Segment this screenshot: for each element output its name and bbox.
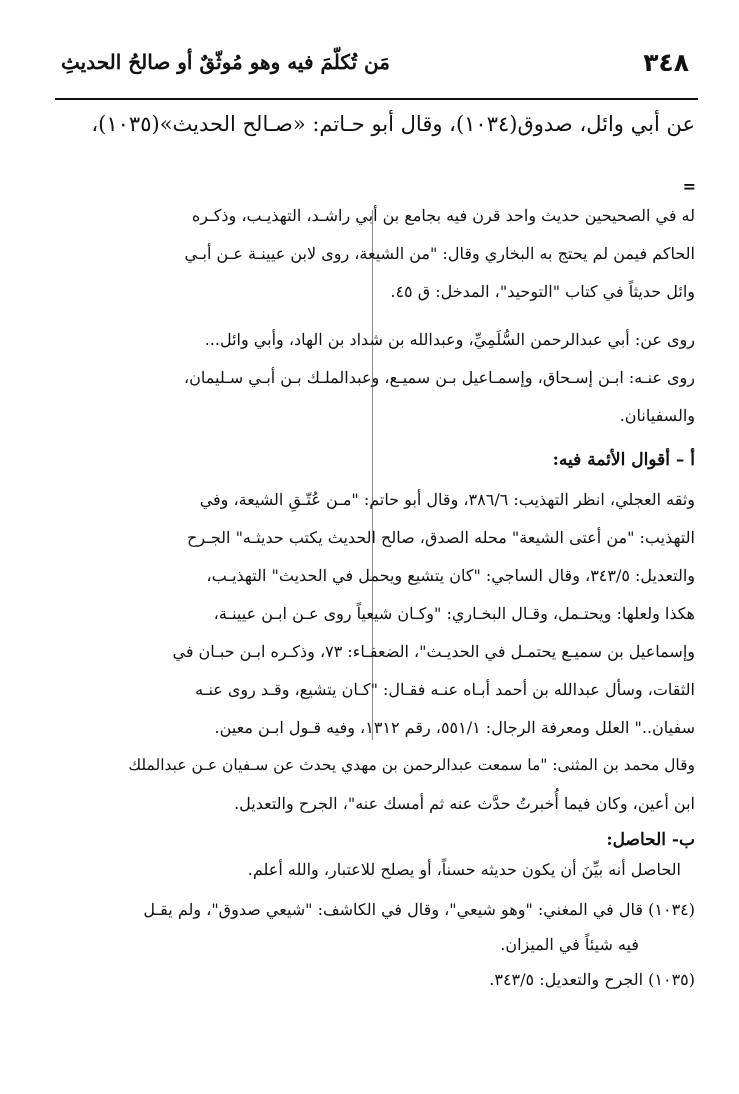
section-a-line: الثقات، وسأل عبدالله بن أحمد أبـاه عنـه فقـال: "كـان يتشيع، وقـد روى عنـه: [195, 680, 695, 699]
section-a-heading: أ – أقوال الأئمة فيه:: [552, 450, 695, 470]
section-a-line: سفيان.." العلل ومعرفة الرجال: ٥٥١/١، رقم ١٣١٢، وفيه قـول ابـن معين.: [214, 718, 695, 737]
note-line: وائل حديثاً في كتاب "التوحيد"، المدخل: ق ٤٥.: [390, 282, 695, 301]
section-b-heading: ب- الحاصل:: [606, 830, 695, 850]
page-header: [55, 46, 695, 86]
continuation-mark: =: [682, 177, 695, 196]
footnote-1035: (١٠٣٥) الجرح والتعديل: ٣٤٣/٥.: [489, 970, 695, 989]
footnote-1034-continuation: فيه شيئاً في الميزان.: [500, 935, 639, 954]
section-a-line: التهذيب: "من أعتى الشيعة" محله الصدق، صالح الحديث يكتب حديثـه" الجـرح: [186, 528, 695, 547]
section-a-line: وثقه العجلي، انظر التهذيب: ٣٨٦/٦، وقال أبو حاتم: "مـن عُتّـقِ الشيعة، وفي: [199, 490, 695, 509]
page-number: ٣٤٨: [643, 48, 689, 77]
note-line: روى عن: أبي عبدالرحمن السُّلَمِيِّ، وعبدالله بن شداد بن الهاد، وأبي وائل...: [204, 330, 695, 349]
section-a-line: هكذا ولعلها: ويحتـمل، وقـال البخـاري: "وكـان شيعياً روى عـن ابـن عيينـة،: [213, 604, 695, 623]
note-line: له في الصحيحين حديث واحد قرن فيه بجامع بن أبي راشـد، التهذيـب، وذكـره: [191, 206, 695, 225]
footnote-1034: (١٠٣٤) قال في المغني: "وهو شيعي"، وقال في الكاشف: "شيعي صدوق"، ولم يقـل: [143, 900, 695, 919]
section-a-line: ابن أعين، وكان فيما أُخبرتُ حدَّث عنه ثم أمسك عنه"، الجرح والتعديل.: [234, 794, 695, 813]
section-a-line: وقال محمد بن المثنى: "ما سمعت عبدالرحمن بن مهدي يحدث عن سـفيان عـن عبدالملك: [128, 756, 695, 774]
header-rule: [55, 98, 698, 100]
running-title: مَن تُكلّمَ فيه وهو مُوثّقٌ أو صالحُ الحديثِ: [61, 50, 390, 74]
section-b-text: الحاصل أنه بيِّنَ أن يكون حديثه حسناً، أو يصلح للاعتبار، والله أعلم.: [247, 860, 681, 879]
section-a-line: والتعديل: ٣٤٣/٥، وقال الساجي: "كان يتشيع ويحمل في الحديث" التهذيـب،: [206, 566, 695, 585]
section-a-line: وإسماعيل بن سميـع يحتمـل في الحديـث"، الضعفـاء: ٧٣، وذكـره ابـن حبـان في: [172, 642, 695, 661]
note-line: روى عنـه: ابـن إسـحاق، وإسمـاعيل بـن سميـع، وعبدالملـك بـن أبـي سـليمان،: [183, 368, 695, 387]
main-text-line: عن أبي وائل، صدوق(١٠٣٤)، وقال أبو حـاتم: «صـالح الحديث»(١٠٣٥)،: [91, 112, 695, 136]
note-line: والسفيانان.: [619, 406, 695, 425]
note-line: الحاكم فيمن لم يحتج به البخاري وقال: "من الشيعة، روى لابن عيينـة عـن أبـي: [184, 244, 695, 263]
